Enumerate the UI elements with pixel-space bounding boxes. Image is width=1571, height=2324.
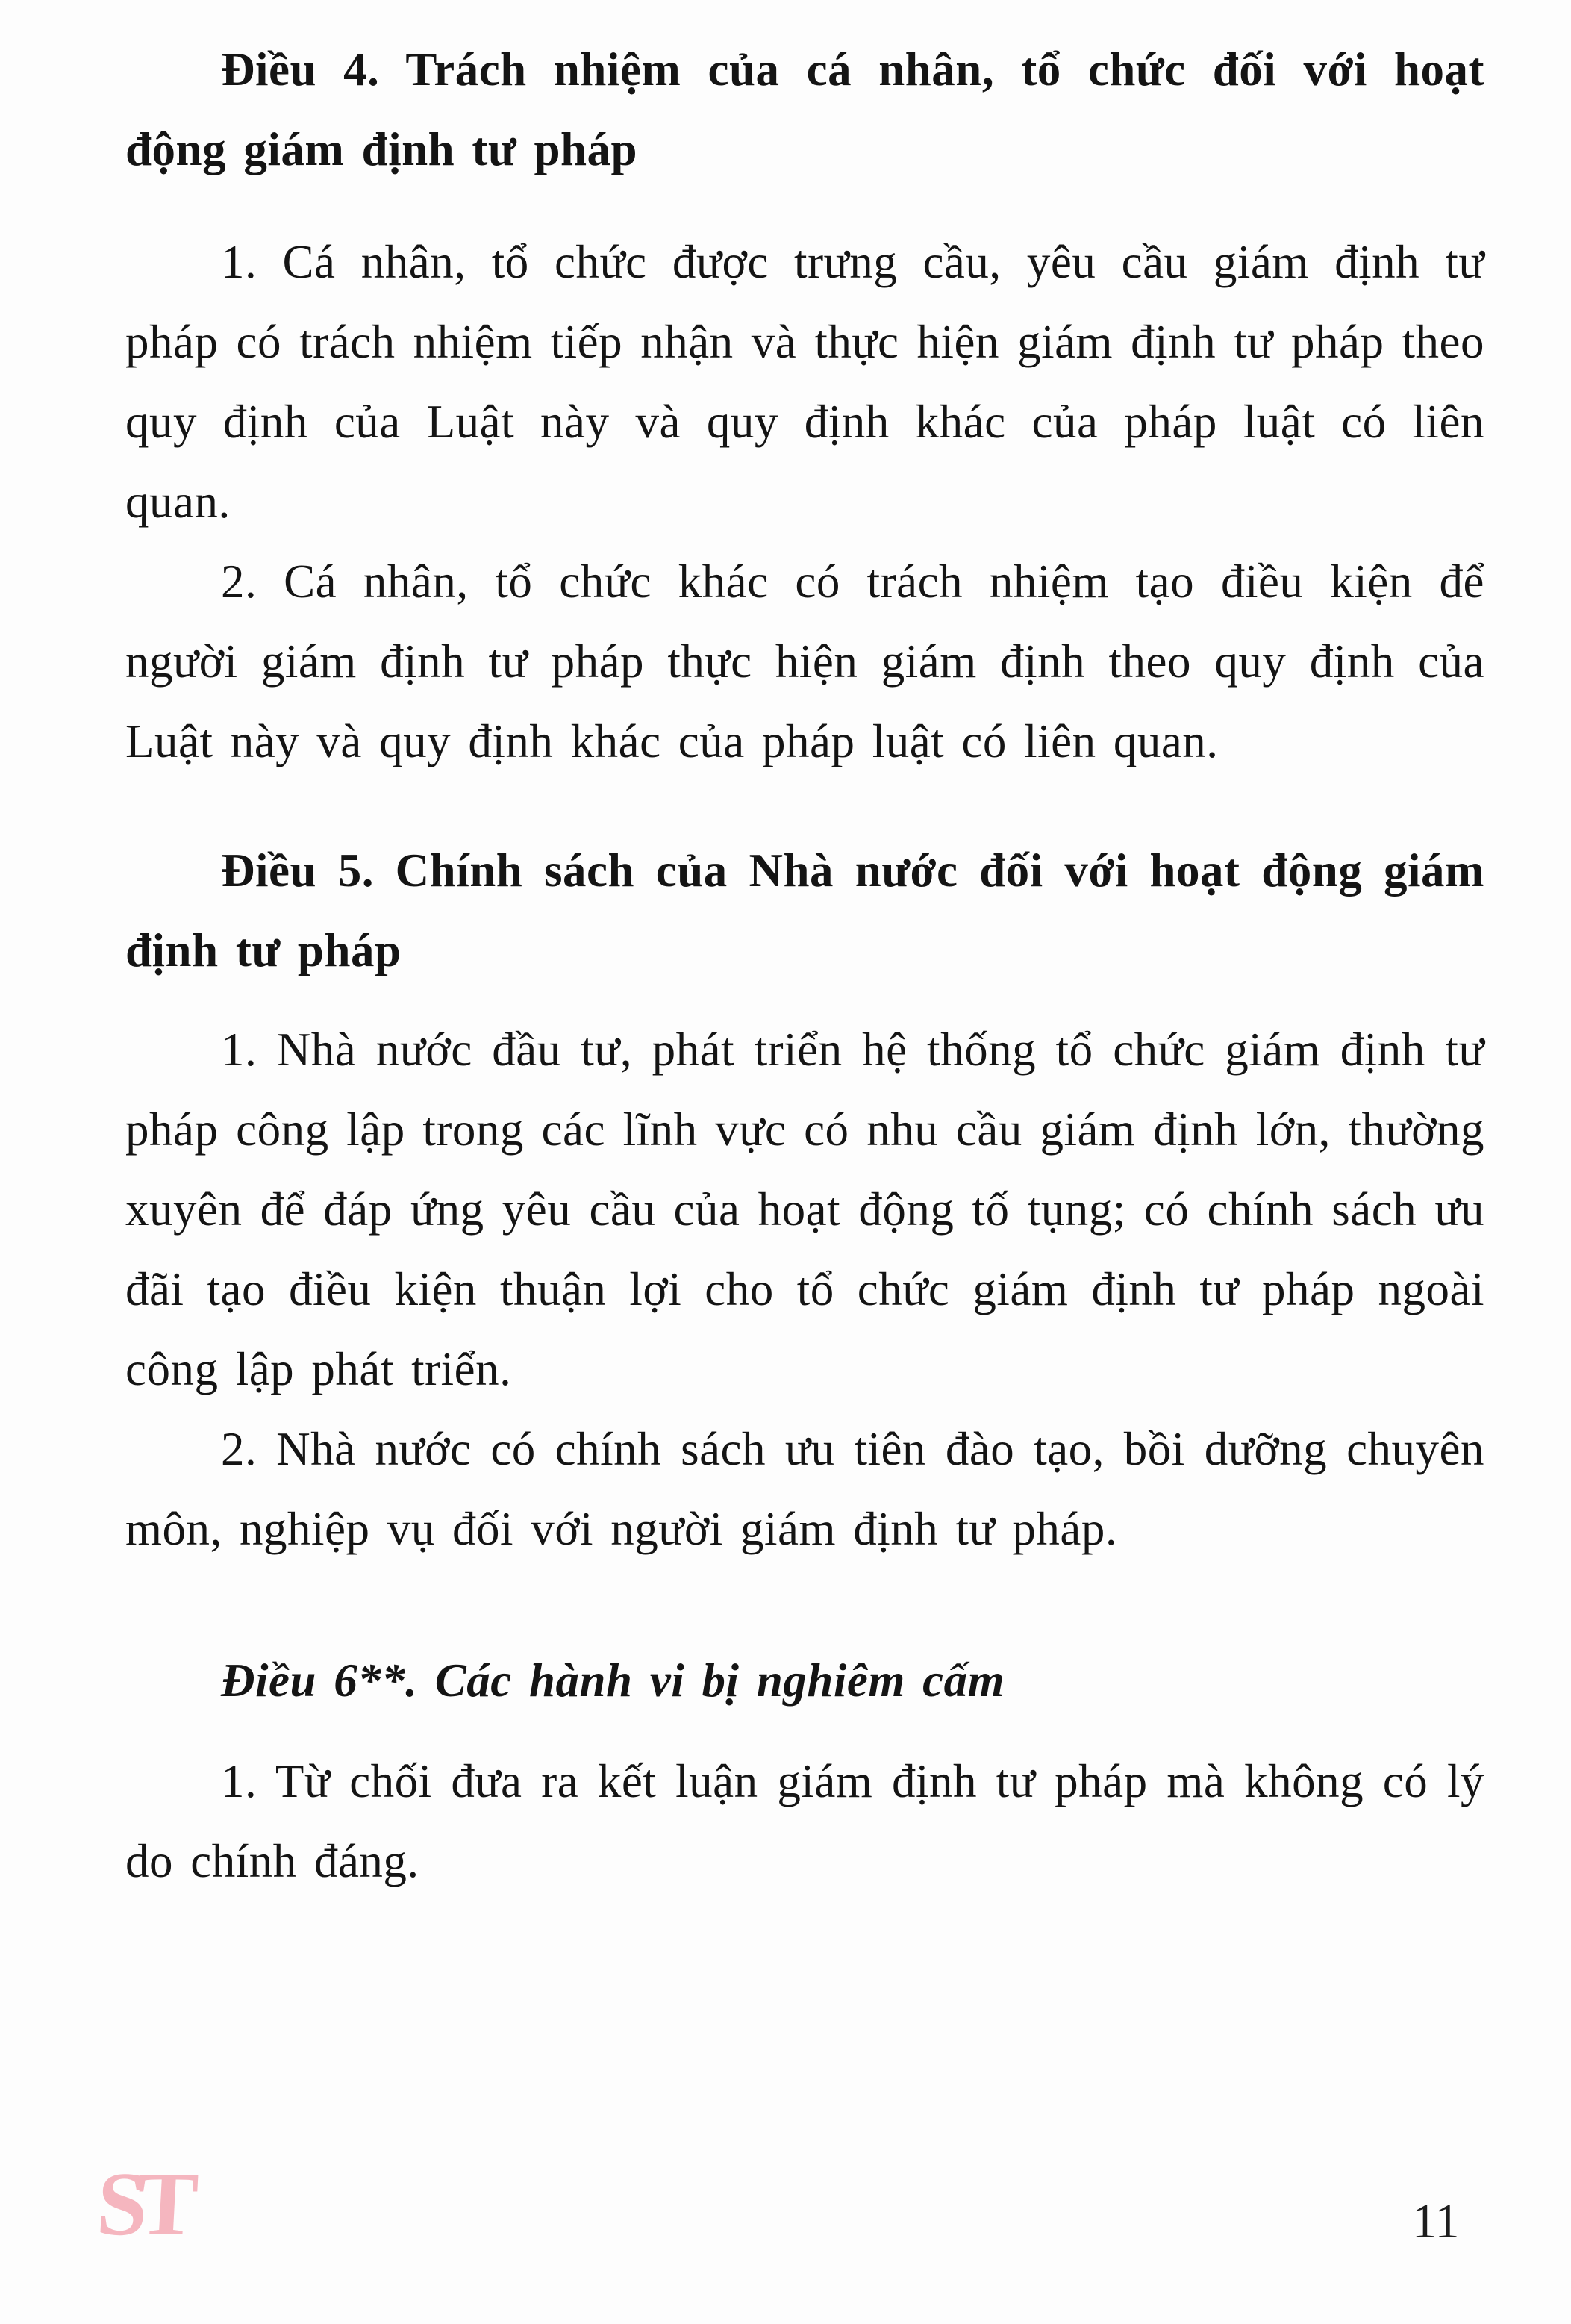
article-4-heading: Điều 4. Trách nhiệm của cá nhân, tổ chức đối với hoạt động giám định tư pháp xyxy=(125,43,1484,175)
article-4-clause-1: 1. Cá nhân, tổ chức được trưng cầu, yêu cầu giám định tư pháp có trách nhiệm tiếp nhận và thực hiện giám định tư pháp theo quy định của Luật này và quy định khác của pháp luật có liên quan. xyxy=(125,236,1484,528)
article-6-clause-1: 1. Từ chối đưa ra kết luận giám định tư pháp mà không có lý do chính đáng. xyxy=(125,1755,1484,1887)
article-5-heading: Điều 5. Chính sách của Nhà nước đối với hoạt động giám định tư pháp xyxy=(125,844,1484,976)
article-4-clause-2: 2. Cá nhân, tổ chức khác có trách nhiệm tạo điều kiện để người giám định tư pháp thực hiện giám định theo quy định của Luật này và quy định khác của pháp luật có liên quan. xyxy=(125,555,1484,767)
article-5-clause-2: 2. Nhà nước có chính sách ưu tiên đào tạo, bồi dưỡng chuyên môn, nghiệp vụ đối với người giám định tư pháp. xyxy=(125,1423,1484,1555)
article-6-heading: Điều 6**. Các hành vi bị nghiêm cấm xyxy=(221,1654,1005,1707)
article-5-clause-1: 1. Nhà nước đầu tư, phát triển hệ thống tổ chức giám định tư pháp công lập trong các lĩnh vực có nhu cầu giám định lớn, thường xuyên để đáp ứng yêu cầu của hoạt động tố tụng; có chính sách ưu đãi tạo điều kiện thuận lợi cho tổ chức giám định tư pháp ngoài công lập phát triển. xyxy=(125,1024,1484,1395)
page-number: 11 xyxy=(1412,2194,1460,2249)
publisher-watermark-logo: ST xyxy=(94,2154,190,2255)
